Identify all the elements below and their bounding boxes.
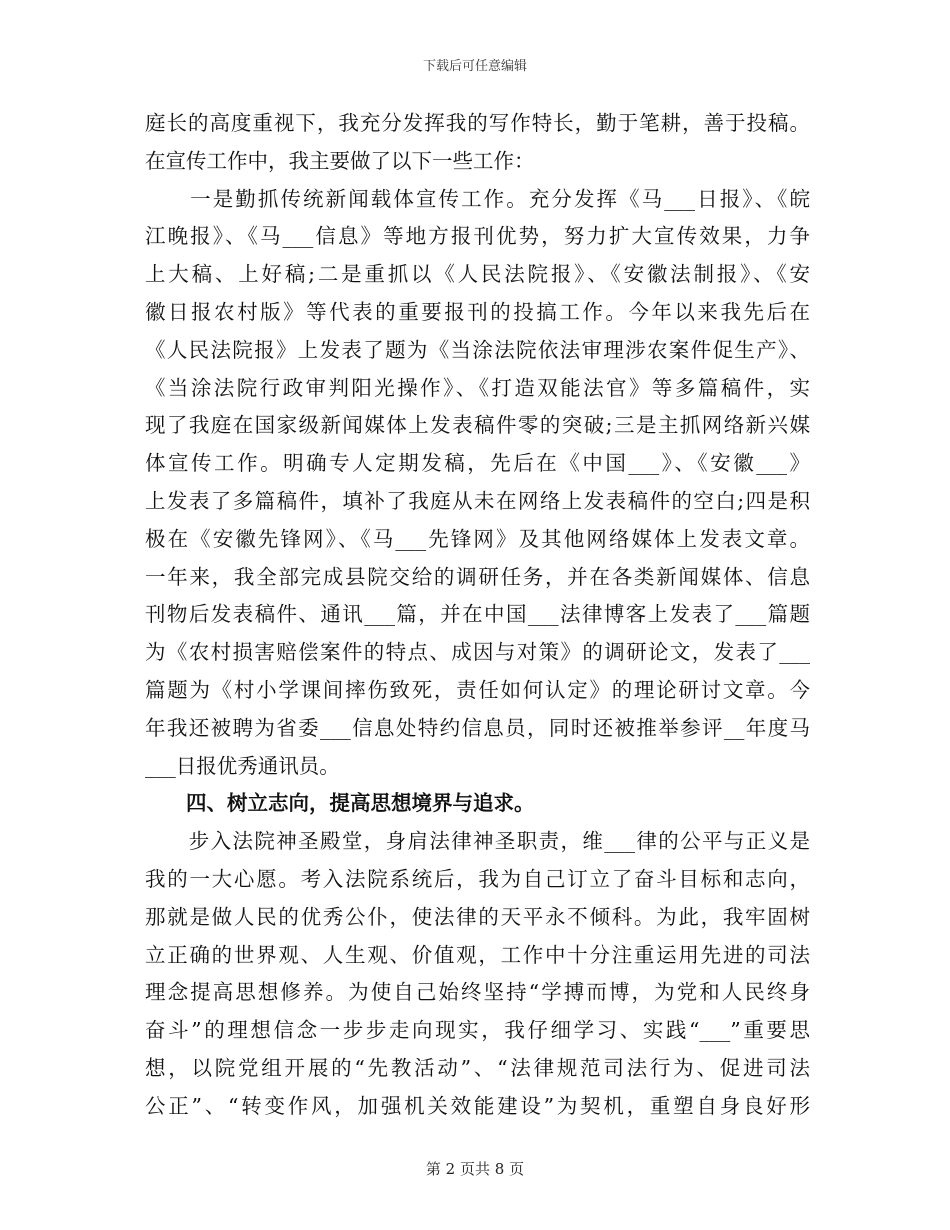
text-line: 一是勤抓传统新闻载体宣传工作。充分发挥《马___日报》、《皖 [145, 186, 810, 211]
text-line: 我的一大心愿。考入法院系统后，我为自己订立了奋斗目标和志向， [145, 866, 810, 891]
text-line: 立正确的世界观、人生观、价值观，工作中十分注重运用先进的司法 [145, 942, 810, 967]
text-line: ___日报优秀通讯员。 [145, 753, 340, 778]
text-line: 在宣传工作中，我主要做了以下一些工作： [145, 148, 535, 173]
text-line: 奋斗”的理想信念一步步走向现实，我仔细学习、实践“___”重要思 [145, 1018, 810, 1043]
text-line: 那就是做人民的优秀公仆，使法律的天平永不倾科。为此，我牢固树 [145, 904, 810, 929]
text-line: 现了我庭在国家级新闻媒体上发表稿件零的突破;三是主抓网络新兴媒 [145, 413, 810, 438]
text-line: 《当涂法院行政审判阳光操作》、《打造双能法官》等多篇稿件，实 [145, 375, 810, 400]
text-line: 体宣传工作。明确专人定期发稿，先后在《中国___》、《安徽___》 [145, 451, 810, 476]
text-line: 公正”、“转变作风，加强机关效能建设”为契机，重塑自身良好形 [145, 1093, 810, 1118]
text-line: 步入法院神圣殿堂，身肩法律神圣职责，维___律的公平与正义是 [145, 829, 810, 854]
text-line: 极在《安徽先锋网》、《马___先锋网》及其他网络媒体上发表文章。 [145, 526, 810, 551]
text-line: 一年来，我全部完成县院交给的调研任务，并在各类新闻媒体、信息 [145, 564, 810, 589]
text-line: 年我还被聘为省委___信息处特约信息员，同时还被推举参评__年度马 [145, 715, 810, 740]
page-number: 第 2 页共 8 页 [425, 1160, 525, 1178]
page-header: 下载后可任意编辑 [422, 59, 527, 74]
text-line: 庭长的高度重视下，我充分发挥我的写作特长，勤于笔耕，善于投稿。 [145, 111, 810, 135]
text-line: 为《农村损害赔偿案件的特点、成因与对策》的调研论文，发表了___ [145, 640, 810, 665]
text-line: 刊物后发表稿件、通讯___篇，并在中国___法律博客上发表了___篇题 [145, 602, 810, 627]
text-line: 江晚报》、《马___信息》等地方报刊优势，努力扩大宣传效果，力争 [145, 224, 810, 249]
text-line: 想，以院党组开展的“先教活动”、“法律规范司法行为、促进司法 [145, 1055, 810, 1080]
text-line: 徽日报农村版》等代表的重要报刊的投搞工作。今年以来我先后在 [145, 299, 810, 324]
section-heading: 四、树立志向，提高思想境界与追求。 [186, 791, 535, 816]
text-line: 篇题为《村小学课间摔伤致死，责任如何认定》的理论研讨文章。今 [145, 677, 810, 702]
document-body [145, 105, 810, 1126]
text-line: 上大稿、上好稿;二是重抓以《人民法院报》、《安徽法制报》、《安 [145, 262, 810, 287]
text-line: 上发表了多篇稿件，填补了我庭从未在网络上发表稿件的空白;四是积 [145, 488, 810, 513]
text-line: 《人民法院报》上发表了题为《当涂法院依法审理涉农案件促生产》、 [145, 337, 810, 362]
text-line: 理念提高思想修养。为使自己始终坚持“学搏而博，为党和人民终身 [145, 980, 810, 1005]
